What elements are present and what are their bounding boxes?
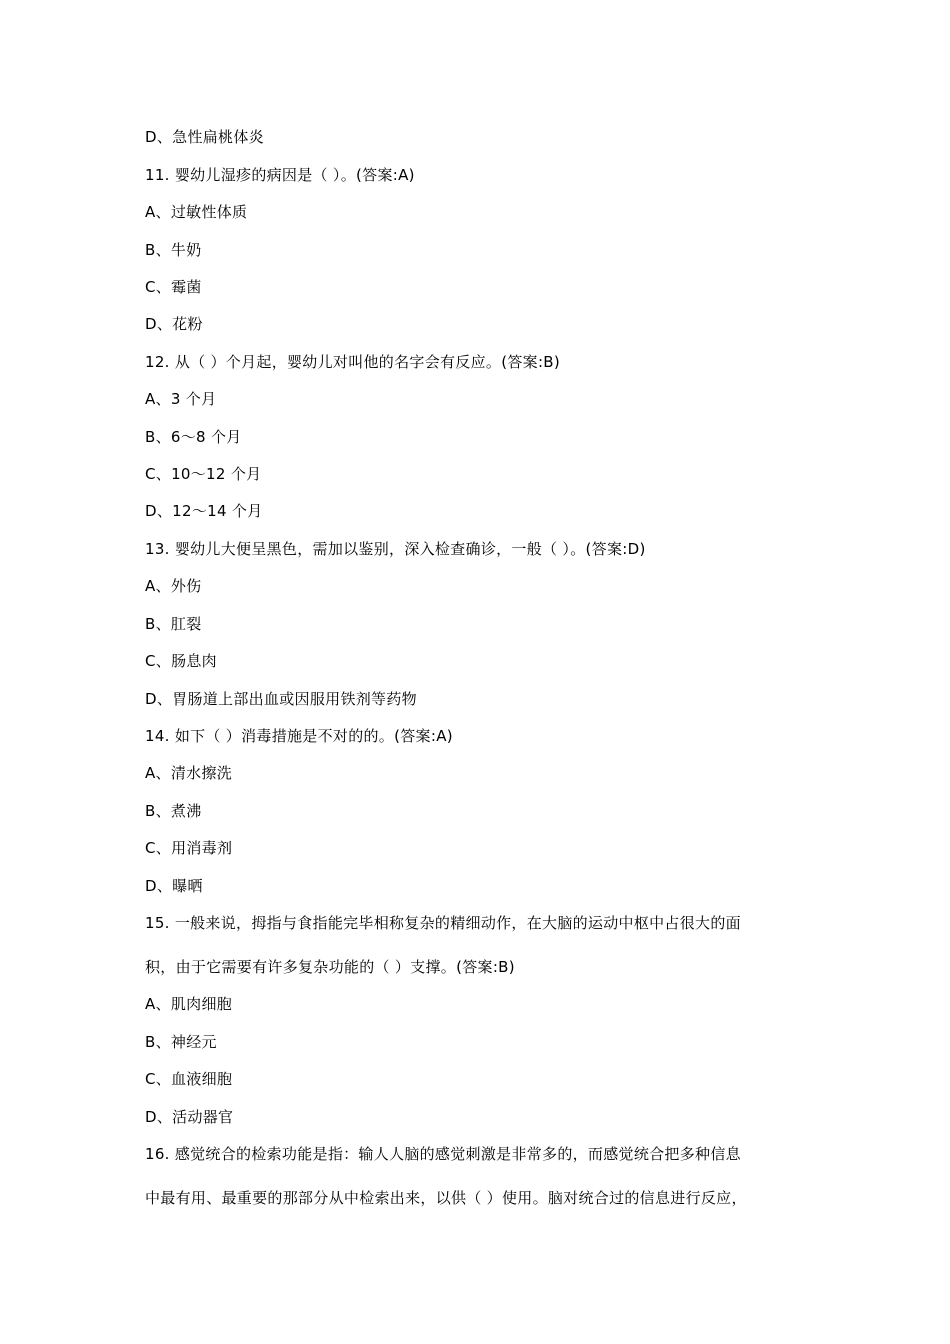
- option-b-q12: B、6～8 个月: [145, 428, 242, 446]
- option-c-q15: C、血液细胞: [145, 1070, 233, 1088]
- option-c-q11: C、霉菌: [145, 278, 202, 296]
- option-b-q13: B、肛裂: [145, 615, 202, 633]
- question-15: 15. 一般来说，拇指与食指能完毕相称复杂的精细动作，在大脑的运动中枢中占很大的面: [145, 914, 741, 932]
- option-c-q13: C、肠息肉: [145, 652, 217, 670]
- option-a-q15: A、肌肉细胞: [145, 995, 233, 1013]
- option-a-q13: A、外伤: [145, 577, 202, 595]
- question-15-continued: 积，由于它需要有许多复杂功能的（ ）支撑。(答案:B): [145, 958, 515, 976]
- question-16-continued: 中最有用、最重要的那部分从中检索出来，以供（ ）使用。脑对统合过的信息进行反应，: [145, 1189, 747, 1207]
- option-c-q12: C、10～12 个月: [145, 465, 262, 483]
- option-d-q13: D、胃肠道上部出血或因服用铁剂等药物: [145, 690, 417, 708]
- option-c-q14: C、用消毒剂: [145, 839, 233, 857]
- option-b-q11: B、牛奶: [145, 241, 202, 259]
- option-b-q14: B、煮沸: [145, 802, 202, 820]
- option-a-q11: A、过敏性体质: [145, 203, 248, 221]
- option-a-q14: A、清水擦洗: [145, 764, 233, 782]
- question-16: 16. 感觉统合的检索功能是指：输人人脑的感觉刺激是非常多的，而感觉统合把多种信息: [145, 1145, 741, 1163]
- option-d-q15: D、活动器官: [145, 1108, 234, 1126]
- option-d-q10: D、急性扁桃体炎: [145, 128, 264, 146]
- option-d-q12: D、12～14 个月: [145, 502, 263, 520]
- question-14: 14. 如下（ ）消毒措施是不对的的。(答案:A): [145, 727, 453, 745]
- option-a-q12: A、3 个月: [145, 390, 217, 408]
- question-11: 11. 婴幼儿湿疹的病因是（ ）。(答案:A): [145, 166, 415, 184]
- question-12: 12. 从（ ）个月起，婴幼儿对叫他的名字会有反应。(答案:B): [145, 353, 561, 371]
- question-13: 13. 婴幼儿大便呈黑色，需加以鉴别，深入检查确诊，一般（ ）。(答案:D): [145, 540, 646, 558]
- option-d-q11: D、花粉: [145, 315, 203, 333]
- option-b-q15: B、神经元: [145, 1033, 217, 1051]
- option-d-q14: D、曝晒: [145, 877, 203, 895]
